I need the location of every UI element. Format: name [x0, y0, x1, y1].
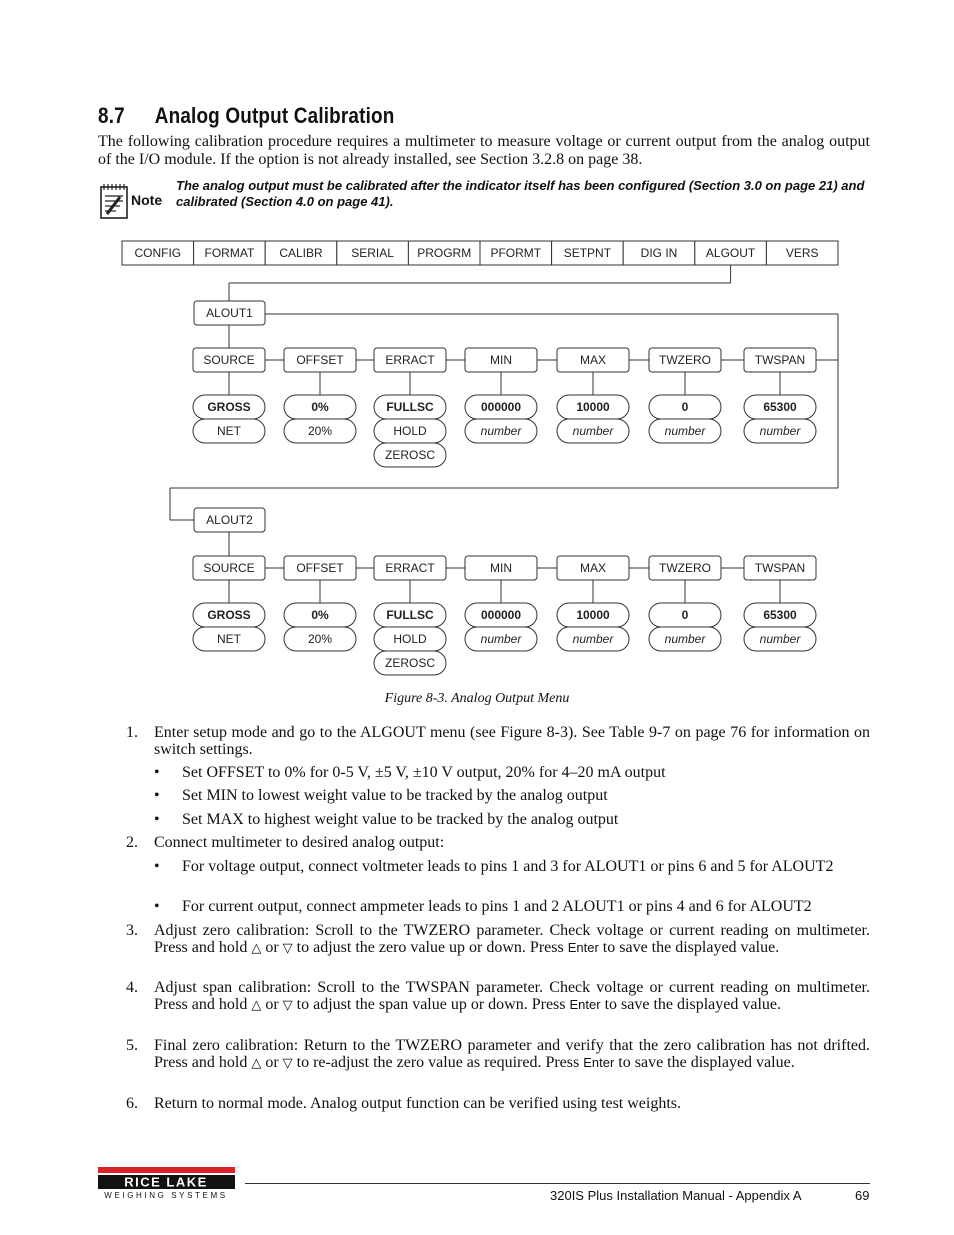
svg-text:000000: 000000 — [480, 608, 522, 622]
up-arrow-icon: △ — [251, 998, 262, 1013]
svg-text:MAX: MAX — [579, 353, 607, 367]
note-label: Note — [131, 192, 163, 208]
svg-text:number: number — [759, 632, 801, 646]
option-twspan-2 — [744, 419, 816, 443]
enter-key: Enter — [567, 940, 599, 955]
svg-text:MAX: MAX — [579, 561, 607, 575]
svg-text:number: number — [572, 632, 614, 646]
step-6-text: Return to normal mode. Analog output function can be verified using test weights. — [154, 1095, 682, 1112]
option-max-1 — [557, 395, 629, 419]
menu-item-algout — [695, 241, 767, 265]
svg-text:ERRACT: ERRACT — [385, 353, 435, 367]
menu-item-config — [122, 241, 194, 265]
svg-text:WEIGHING SYSTEMS: WEIGHING SYSTEMS — [104, 1191, 228, 1200]
param-twspan — [744, 556, 816, 580]
option-max-2 — [557, 419, 629, 443]
bullet-text: For voltage output, connect voltmeter leads to pins 1 and 3 for ALOUT1 or pins 6 and 5 for ALOUT2 — [182, 858, 834, 875]
svg-text:65300: 65300 — [763, 608, 797, 622]
svg-text:RICE LAKE: RICE LAKE — [124, 1174, 208, 1190]
menu-node-alout1 — [194, 301, 265, 325]
param-offset — [284, 556, 356, 580]
svg-text:OFFSET: OFFSET — [296, 353, 344, 367]
svg-text:DIG IN: DIG IN — [640, 246, 678, 260]
svg-text:FULLSC: FULLSC — [386, 400, 434, 414]
svg-text:number: number — [664, 632, 706, 646]
svg-text:SETPNT: SETPNT — [563, 246, 612, 260]
option-min-1 — [465, 395, 537, 419]
option-max-1 — [557, 603, 629, 627]
svg-text:0%: 0% — [311, 608, 329, 622]
down-arrow-icon: ▽ — [282, 941, 293, 956]
param-twspan — [744, 348, 816, 372]
step-5-text: Final zero calibration: Return to the TWZERO parameter and verify that the zero calibration has not drifted. Press and hold △ or ▽ to re-adjust the zero value as required. Press Enter to save the displayed value. — [154, 1037, 870, 1071]
svg-text:ZEROSC: ZEROSC — [384, 656, 436, 670]
option-min-2 — [465, 419, 537, 443]
svg-text:NET: NET — [217, 424, 241, 438]
svg-text:PROGRM: PROGRM — [417, 246, 472, 260]
menu-item-serial — [337, 241, 409, 265]
param-min — [465, 348, 537, 372]
bullet-dot: • — [154, 811, 160, 828]
option-twzero-2 — [649, 627, 721, 651]
bullet-dot: • — [154, 764, 160, 781]
param-offset — [284, 348, 356, 372]
up-arrow-icon: △ — [251, 941, 262, 956]
svg-text:number: number — [480, 632, 522, 646]
enter-key: Enter — [583, 1055, 615, 1070]
param-erract — [374, 348, 446, 372]
svg-text:OFFSET: OFFSET — [296, 561, 344, 575]
menu-item-progrm — [408, 241, 480, 265]
step-2-text: Connect multimeter to desired analog output: — [154, 834, 445, 851]
option-erract-3 — [374, 443, 446, 467]
step-4-number: 4. — [126, 979, 138, 996]
svg-text:NET: NET — [217, 632, 241, 646]
step-5-number: 5. — [126, 1037, 138, 1054]
param-max — [557, 556, 629, 580]
bullet-dot: • — [154, 858, 160, 875]
option-twzero-2 — [649, 419, 721, 443]
svg-text:number: number — [572, 424, 614, 438]
section-title: Analog Output Calibration — [154, 103, 395, 128]
bullet-text: Set MIN to lowest weight value to be tracked by the analog output — [182, 787, 608, 804]
note-text: The analog output must be calibrated after the indicator itself has been configured (Section 3.0 on page 21) and calibrated (Section 4.0 on page 41). — [176, 178, 865, 209]
svg-text:number: number — [480, 424, 522, 438]
step-6-number: 6. — [126, 1095, 138, 1112]
svg-text:SOURCE: SOURCE — [203, 353, 255, 367]
menu-item-dig-in — [623, 241, 695, 265]
menu-item-vers — [766, 241, 838, 265]
option-erract-2 — [374, 627, 446, 651]
option-twspan-2 — [744, 627, 816, 651]
footer-page-number: 69 — [855, 1188, 870, 1203]
param-source — [193, 348, 265, 372]
svg-text:HOLD: HOLD — [393, 424, 427, 438]
svg-text:TWSPAN: TWSPAN — [754, 353, 806, 367]
menu-item-setpnt — [552, 241, 624, 265]
step-3-number: 3. — [126, 922, 138, 939]
svg-text:ZEROSC: ZEROSC — [384, 448, 436, 462]
option-max-2 — [557, 627, 629, 651]
param-twzero — [649, 556, 721, 580]
option-min-2 — [465, 627, 537, 651]
bullet-dot: • — [154, 787, 160, 804]
down-arrow-icon: ▽ — [282, 998, 293, 1013]
svg-text:HOLD: HOLD — [393, 632, 427, 646]
param-source — [193, 556, 265, 580]
analog-output-menu-diagram — [0, 230, 954, 685]
svg-text:ERRACT: ERRACT — [385, 561, 435, 575]
svg-text:ALGOUT: ALGOUT — [705, 246, 756, 260]
svg-text:0: 0 — [681, 608, 689, 622]
svg-text:MIN: MIN — [490, 353, 512, 367]
svg-text:CONFIG: CONFIG — [134, 246, 182, 260]
option-erract-1 — [374, 395, 446, 419]
svg-text:TWZERO: TWZERO — [659, 353, 711, 367]
svg-text:number: number — [759, 424, 801, 438]
svg-text:10000: 10000 — [576, 608, 610, 622]
svg-text:TWSPAN: TWSPAN — [754, 561, 806, 575]
step-1-number: 1. — [126, 724, 138, 741]
param-twzero — [649, 348, 721, 372]
option-twzero-1 — [649, 603, 721, 627]
svg-text:0%: 0% — [311, 400, 329, 414]
option-twspan-1 — [744, 603, 816, 627]
option-erract-1 — [374, 603, 446, 627]
option-erract-2 — [374, 419, 446, 443]
svg-text:FULLSC: FULLSC — [386, 608, 434, 622]
option-erract-3 — [374, 651, 446, 675]
svg-text:CALIBR: CALIBR — [279, 246, 323, 260]
svg-text:MIN: MIN — [490, 561, 512, 575]
section-heading — [98, 103, 394, 129]
option-offset-1 — [284, 395, 356, 419]
menu-node-alout2 — [194, 508, 265, 532]
svg-text:0: 0 — [681, 400, 689, 414]
bullet-text: For current output, connect ampmeter leads to pins 1 and 2 ALOUT1 or pins 4 and 6 for ALOUT2 — [182, 898, 812, 915]
option-source-1 — [193, 603, 265, 627]
svg-text:TWZERO: TWZERO — [659, 561, 711, 575]
svg-text:SERIAL: SERIAL — [351, 246, 394, 260]
footer-doc-title: 320IS Plus Installation Manual - Appendix A — [550, 1188, 802, 1203]
section-number: 8.7 — [98, 103, 125, 128]
param-min — [465, 556, 537, 580]
rice-lake-logo — [98, 1164, 238, 1200]
step-2-number: 2. — [126, 834, 138, 851]
figure-caption: Figure 8-3. Analog Output Menu — [384, 691, 570, 706]
option-source-1 — [193, 395, 265, 419]
option-offset-2 — [284, 419, 356, 443]
svg-text:10000: 10000 — [576, 400, 610, 414]
down-arrow-icon: ▽ — [282, 1056, 293, 1071]
step-3-text: Adjust zero calibration: Scroll to the TWZERO parameter. Check voltage or current reading on multimeter. Press and hold △ or ▽ to adjust the zero value up or down. Press Enter to save the displayed value. — [154, 922, 870, 956]
svg-text:ALOUT1: ALOUT1 — [206, 306, 253, 320]
svg-text:GROSS: GROSS — [207, 608, 251, 622]
svg-text:65300: 65300 — [763, 400, 797, 414]
step-1-text: Enter setup mode and go to the ALGOUT menu (see Figure 8-3). See Table 9-7 on page 76 for information on switch settings. — [154, 724, 870, 758]
svg-text:ALOUT2: ALOUT2 — [206, 513, 253, 527]
menu-item-format — [194, 241, 266, 265]
option-source-2 — [193, 419, 265, 443]
param-erract — [374, 556, 446, 580]
bullet-text: Set OFFSET to 0% for 0-5 V, ±5 V, ±10 V output, 20% for 4–20 mA output — [182, 764, 666, 781]
svg-text:000000: 000000 — [480, 400, 522, 414]
bullet-text: Set MAX to highest weight value to be tracked by the analog output — [182, 811, 619, 828]
option-offset-2 — [284, 627, 356, 651]
option-offset-1 — [284, 603, 356, 627]
svg-text:number: number — [664, 424, 706, 438]
menu-item-calibr — [265, 241, 337, 265]
svg-text:20%: 20% — [307, 424, 333, 438]
svg-text:SOURCE: SOURCE — [203, 561, 255, 575]
svg-text:VERS: VERS — [785, 246, 819, 260]
option-min-1 — [465, 603, 537, 627]
svg-text:PFORMT: PFORMT — [490, 246, 542, 260]
step-4-text: Adjust span calibration: Scroll to the TWSPAN parameter. Check voltage or current reading on multimeter. Press and hold △ or ▽ to adjust the span value up or down. Press Enter to save the displayed value. — [154, 979, 870, 1013]
svg-text:FORMAT: FORMAT — [204, 246, 255, 260]
footer-rule — [245, 1183, 870, 1184]
up-arrow-icon: △ — [251, 1056, 262, 1071]
svg-text:20%: 20% — [307, 632, 333, 646]
param-max — [557, 348, 629, 372]
enter-key: Enter — [569, 997, 601, 1012]
intro-paragraph: The following calibration procedure requires a multimeter to measure voltage or current output from the analog output of the I/O module. If the option is not already installed, see Section 3.2.8 on page 38. — [98, 133, 870, 168]
svg-text:GROSS: GROSS — [207, 400, 251, 414]
bullet-dot: • — [154, 898, 160, 915]
option-twzero-1 — [649, 395, 721, 419]
menu-item-pformt — [480, 241, 552, 265]
option-twspan-1 — [744, 395, 816, 419]
option-source-2 — [193, 627, 265, 651]
note-icon — [98, 183, 168, 221]
